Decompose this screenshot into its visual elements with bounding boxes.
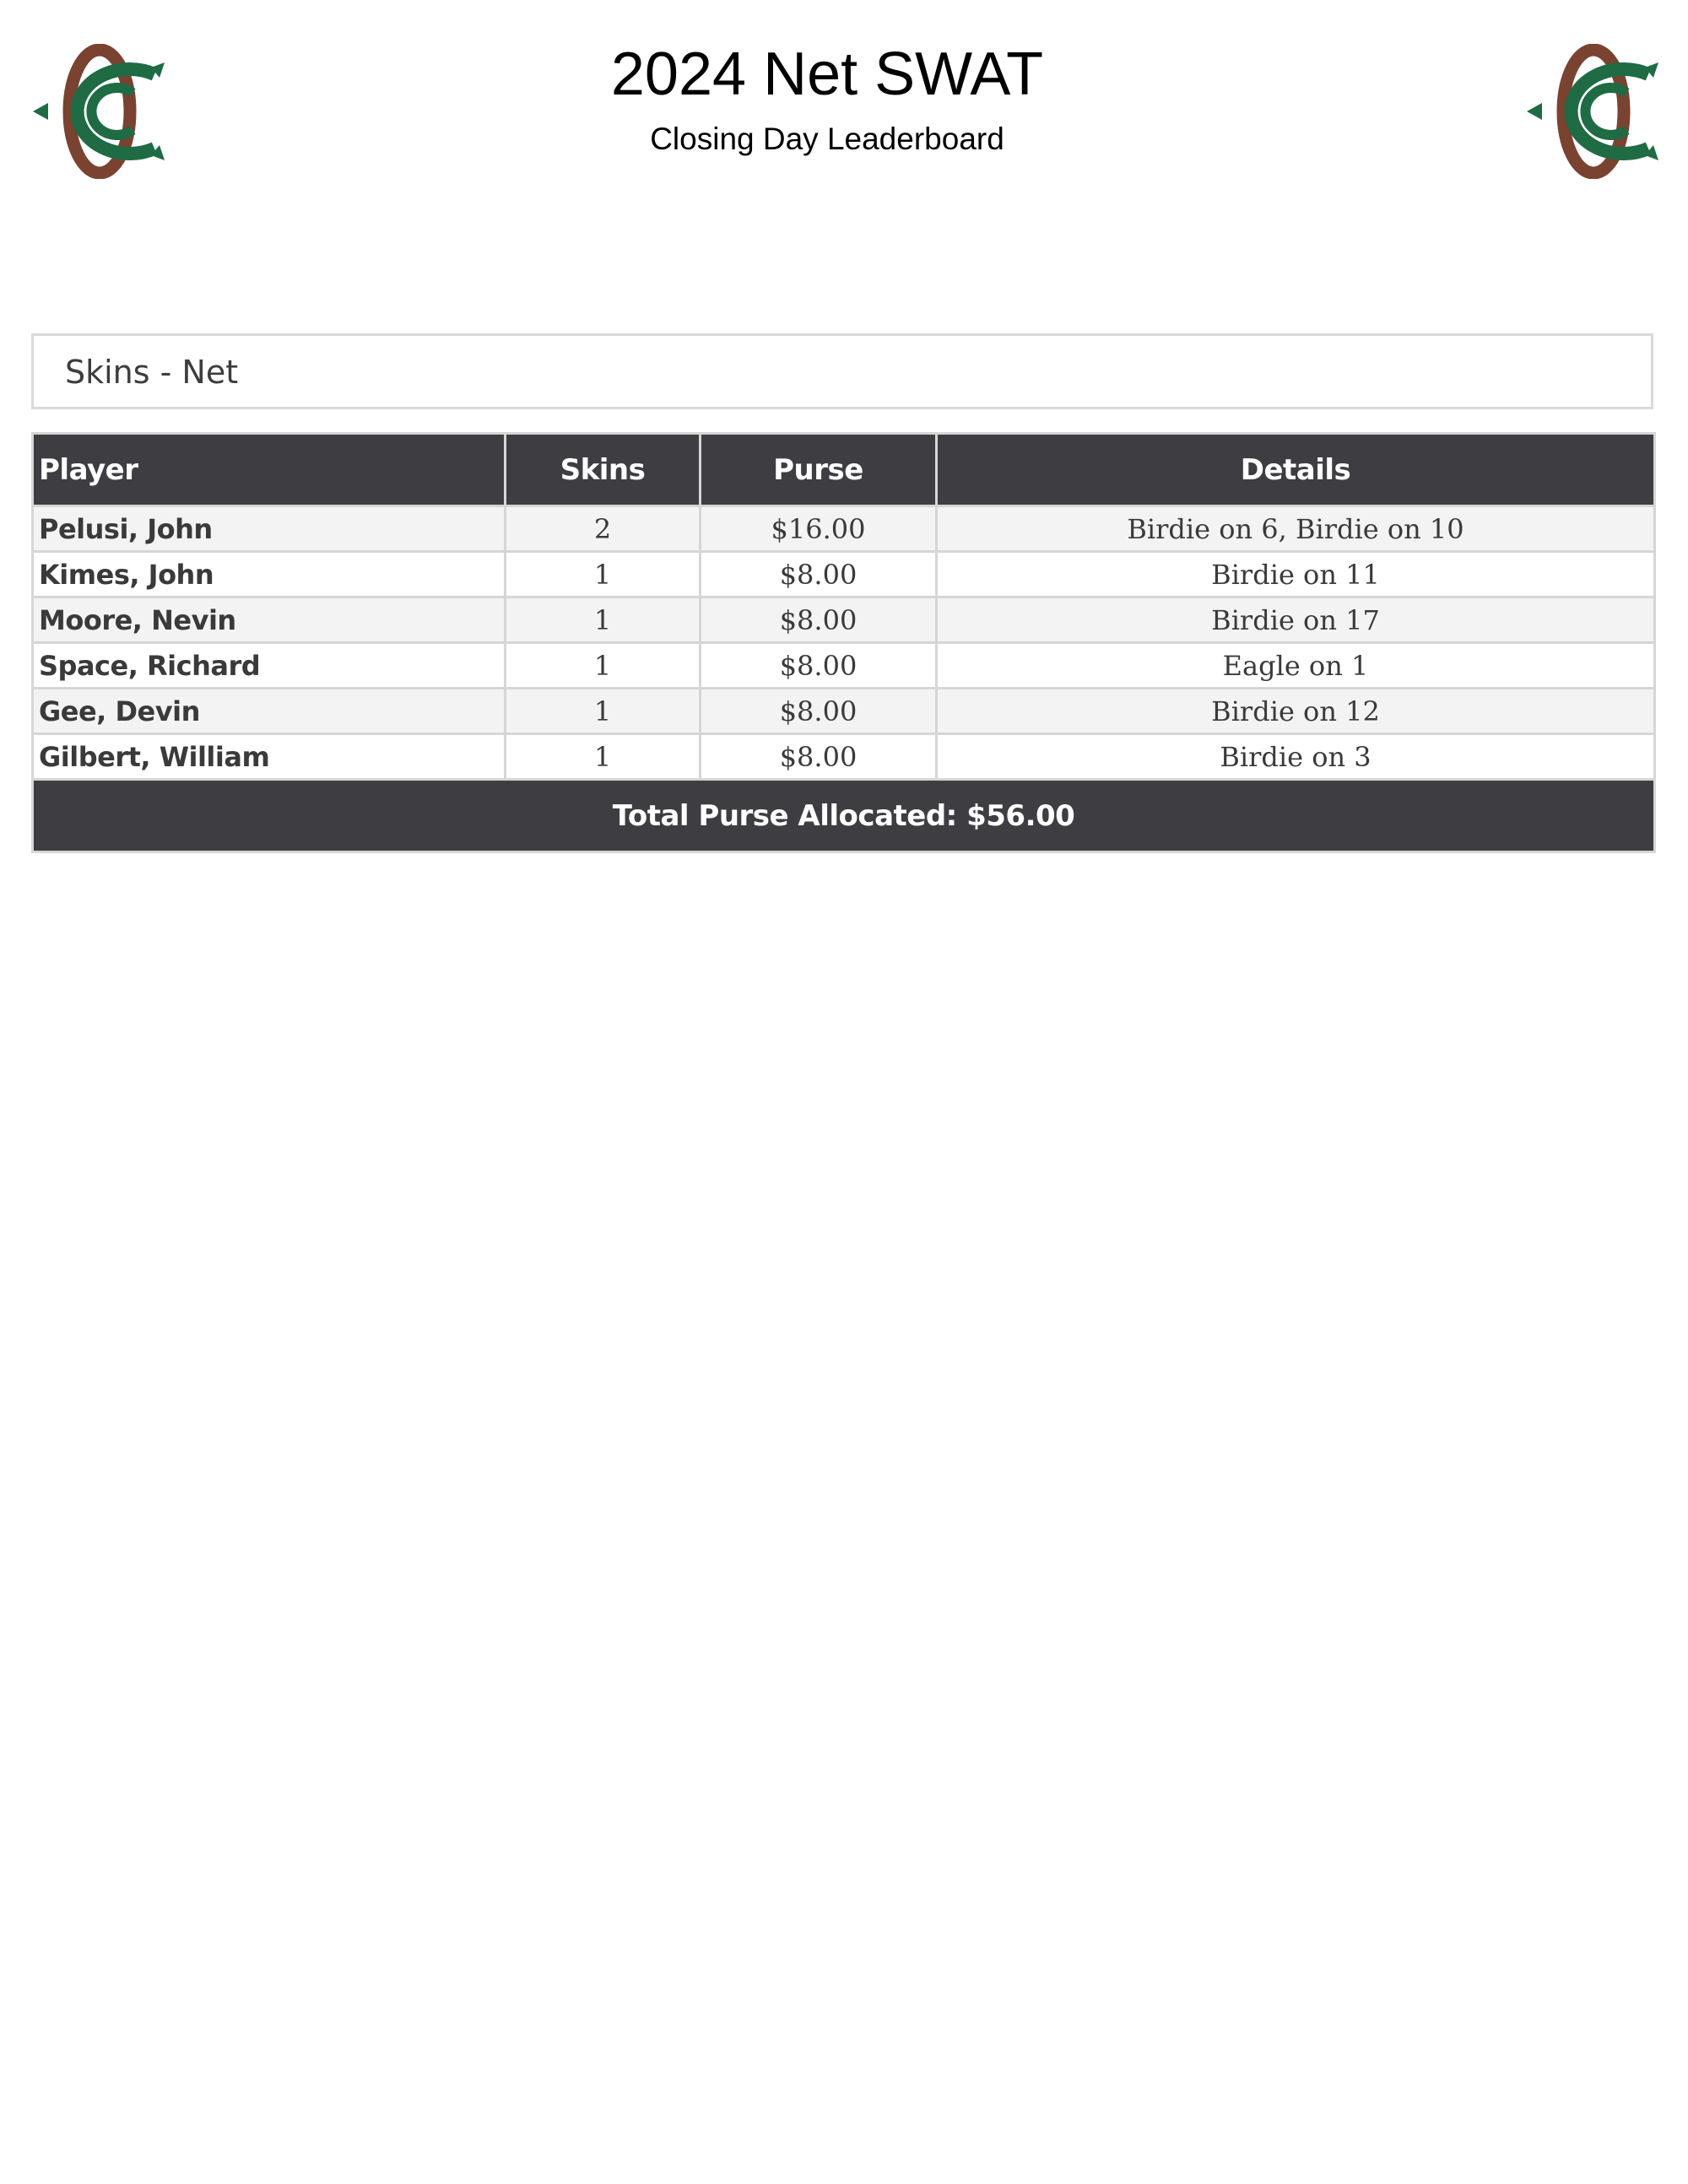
column-header-player: Player xyxy=(33,434,506,506)
player-name: Gilbert, William xyxy=(33,734,506,780)
skin-details: Birdie on 11 xyxy=(937,552,1655,597)
section-header xyxy=(31,333,1653,409)
page-title: 2024 Net SWAT xyxy=(610,41,1044,108)
page-subtitle: Closing Day Leaderboard xyxy=(650,122,1004,156)
purse-amount: $8.00 xyxy=(701,689,937,734)
table-row xyxy=(33,506,1655,552)
skins-table xyxy=(31,432,1656,853)
table-row xyxy=(33,597,1655,643)
player-name: Kimes, John xyxy=(33,552,506,597)
skins-count: 1 xyxy=(506,689,701,734)
skin-details: Eagle on 1 xyxy=(937,643,1655,689)
purse-amount: $8.00 xyxy=(701,597,937,643)
player-name: Gee, Devin xyxy=(33,689,506,734)
skin-details: Birdie on 6, Birdie on 10 xyxy=(937,506,1655,552)
purse-amount: $8.00 xyxy=(701,643,937,689)
skins-count: 1 xyxy=(506,643,701,689)
skins-count: 2 xyxy=(506,506,701,552)
column-header-skins: Skins xyxy=(506,434,701,506)
skin-details: Birdie on 17 xyxy=(937,597,1655,643)
purse-amount: $16.00 xyxy=(701,506,937,552)
table-row xyxy=(33,689,1655,734)
player-name: Moore, Nevin xyxy=(33,597,506,643)
table-row xyxy=(33,552,1655,597)
purse-amount: $8.00 xyxy=(701,734,937,780)
total-purse: Total Purse Allocated: $56.00 xyxy=(33,780,1655,852)
player-name: Pelusi, John xyxy=(33,506,506,552)
table-footer-row xyxy=(33,780,1655,852)
table-row xyxy=(33,734,1655,780)
skins-count: 1 xyxy=(506,552,701,597)
section-title: Skins - Net xyxy=(65,354,239,391)
column-header-purse: Purse xyxy=(701,434,937,506)
skin-details: Birdie on 3 xyxy=(937,734,1655,780)
column-header-details: Details xyxy=(937,434,1655,506)
table-row xyxy=(33,643,1655,689)
table-header-row xyxy=(33,434,1655,506)
skin-details: Birdie on 12 xyxy=(937,689,1655,734)
skins-count: 1 xyxy=(506,597,701,643)
player-name: Space, Richard xyxy=(33,643,506,689)
skins-count: 1 xyxy=(506,734,701,780)
purse-amount: $8.00 xyxy=(701,552,937,597)
